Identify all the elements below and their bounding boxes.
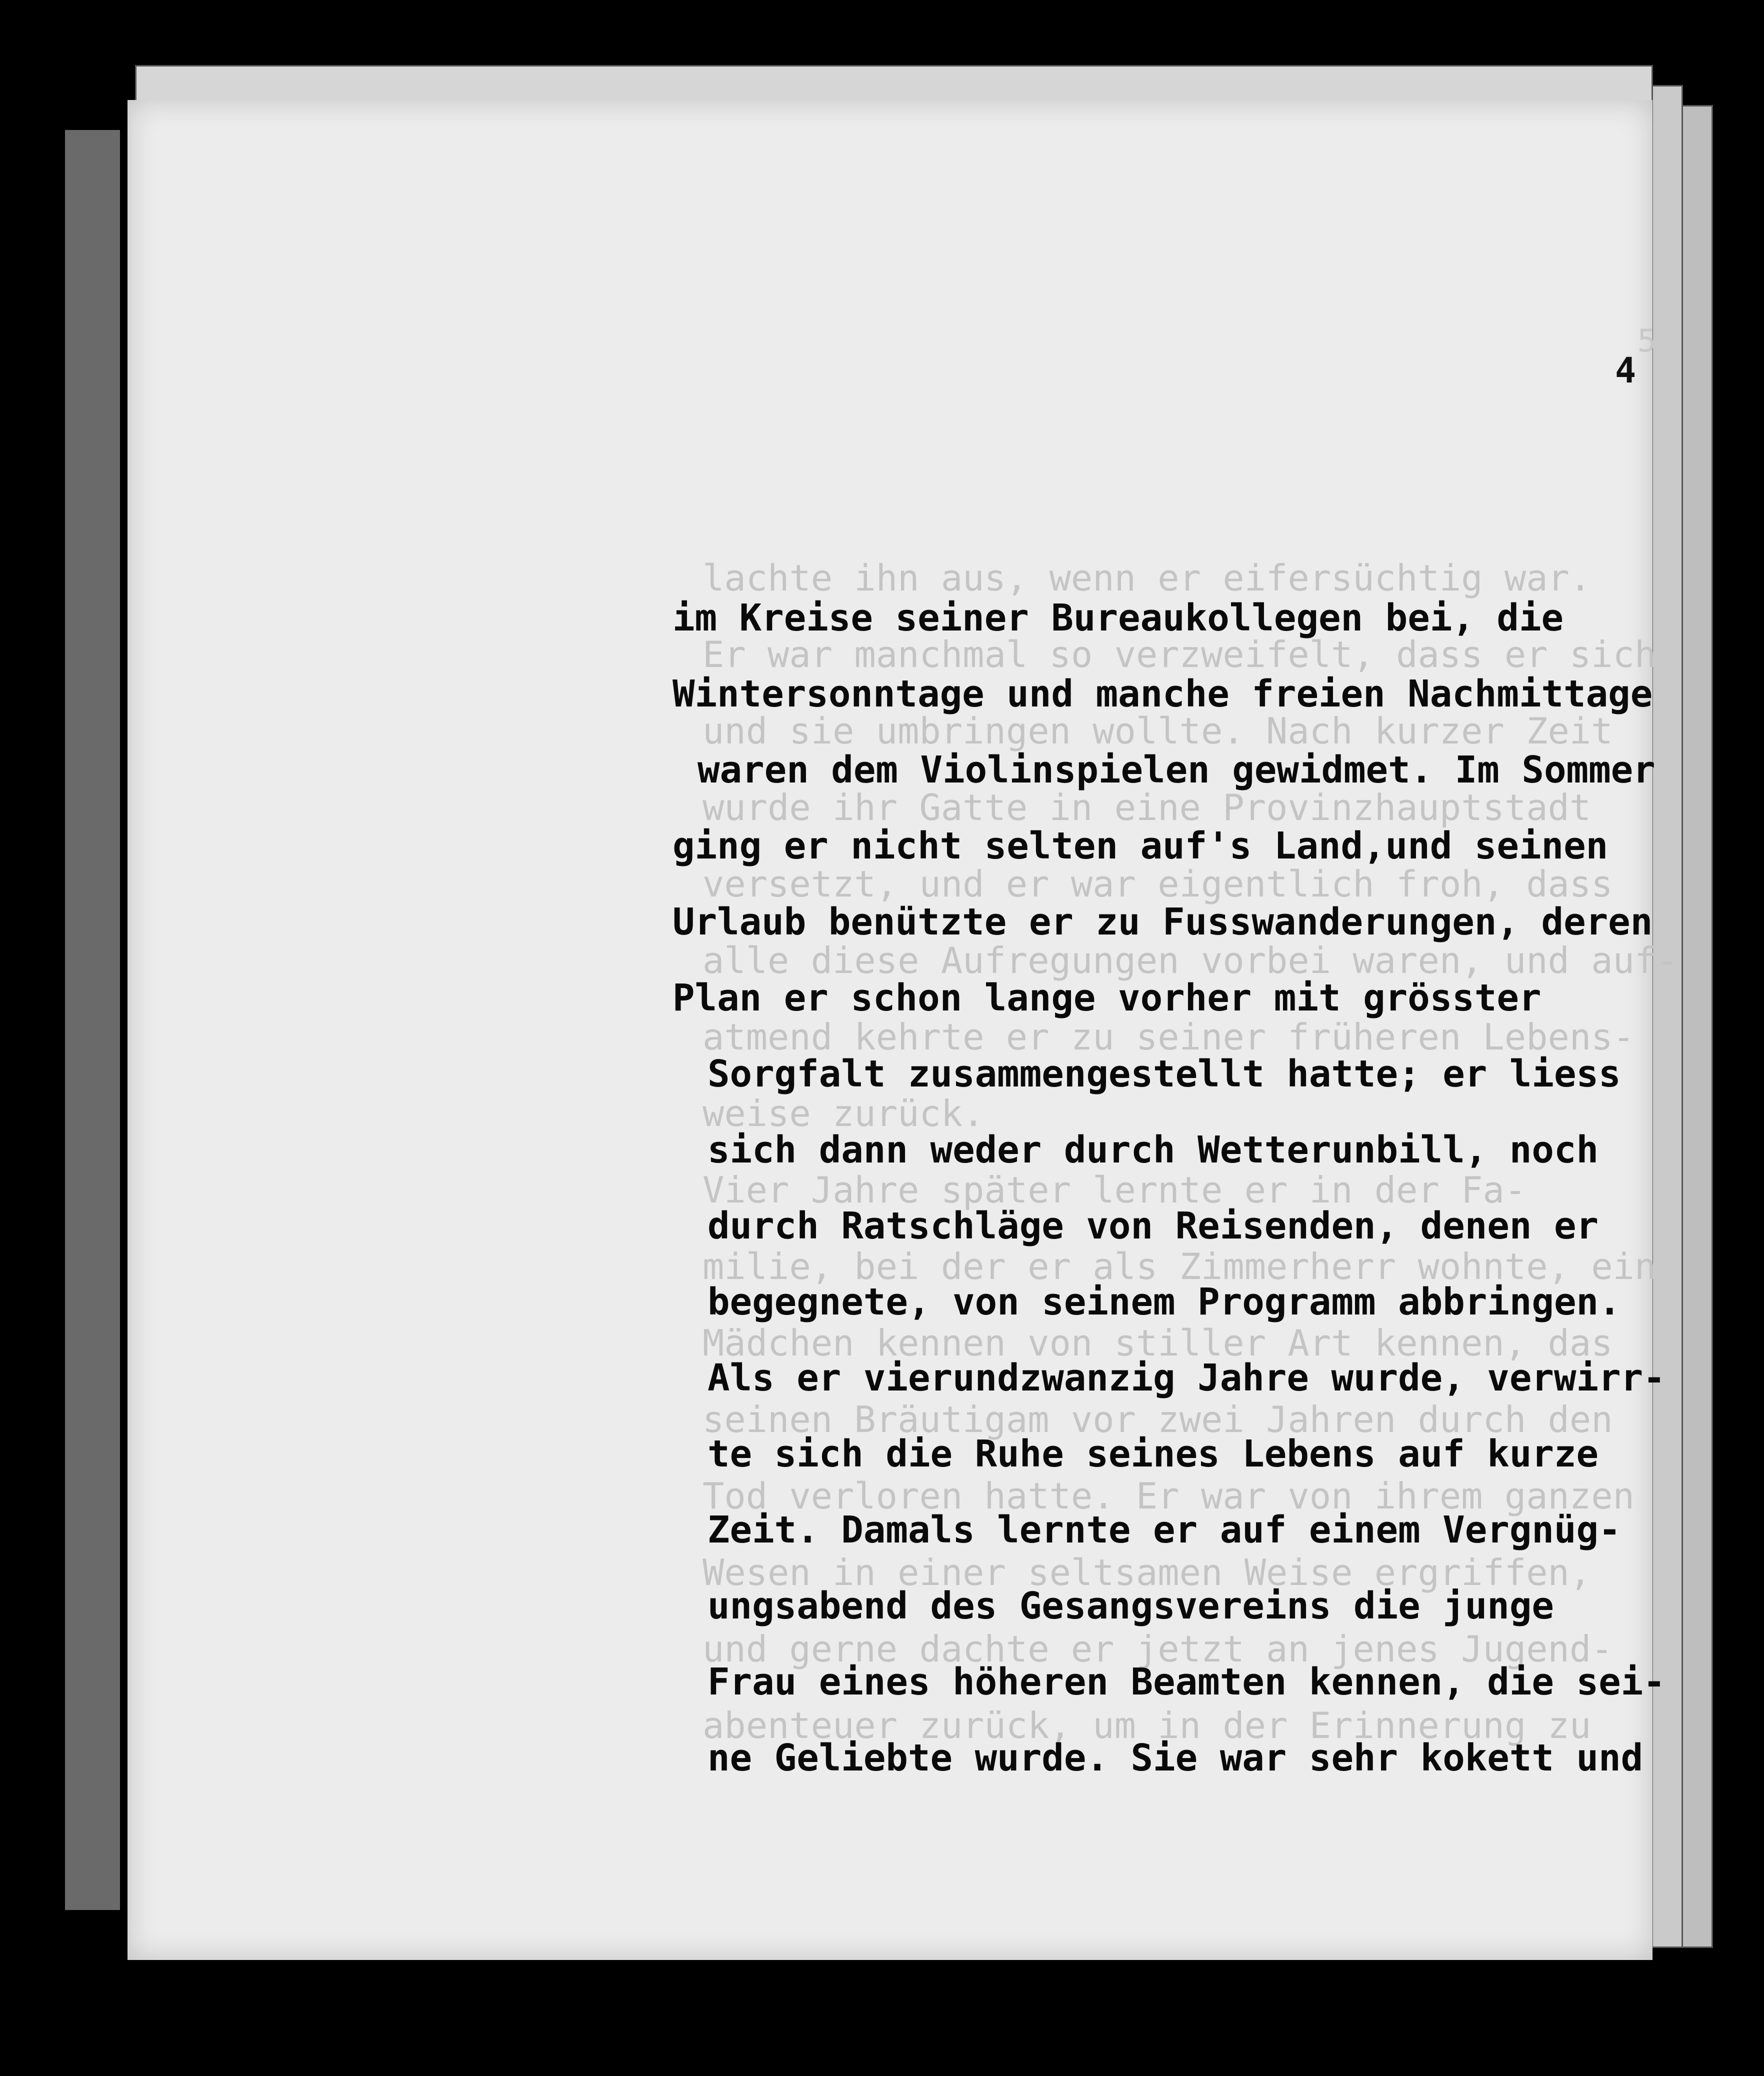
page-number-bleed-through: 5 [1638, 322, 1656, 359]
text-line: Sorgfalt zusammengestellt hatte; er liess [708, 1052, 1621, 1096]
binding-strip [65, 130, 120, 1910]
text-line: begegnete, von seinem Programm abbringen. [708, 1280, 1621, 1324]
text-line: sich dann weder durch Wetterunbill, noch [708, 1128, 1599, 1172]
typewritten-page [128, 100, 1678, 1960]
text-line: Zeit. Damals lernte er auf einem Vergnüg- [708, 1508, 1621, 1552]
text-line: ne Geliebte wurde. Sie war sehr kokett und [708, 1736, 1644, 1780]
page-number: 4 [1615, 350, 1636, 391]
text-line: Als er vierundzwanzig Jahre wurde, verwirr- [708, 1356, 1666, 1400]
bleed-through-line: abenteuer zurück, um in der Erinnerung zu [702, 1704, 1592, 1746]
bleed-through-line: Tod verloren hatte. Er war von ihrem ganzen [702, 1475, 1634, 1517]
text-line: Plan er schon lange vorher mit grösster [672, 976, 1542, 1020]
bleed-through-line: seinen Bräutigam vor zwei Jahren durch den [702, 1398, 1613, 1440]
typewritten-body [672, 580, 1722, 1796]
bleed-through-line: und sie umbringen wollte. Nach kurzer Zeit [702, 710, 1613, 752]
text-line: durch Ratschläge von Reisenden, denen er [708, 1204, 1599, 1248]
bleed-through-line: alle diese Aufregungen vorbei waren, und auf- [702, 940, 1678, 982]
text-line: Frau eines höheren Beamten kennen, die sei- [708, 1660, 1666, 1704]
bleed-through-line: und gerne dachte er jetzt an jenes Jugend- [702, 1628, 1613, 1670]
bleed-through-line: wurde ihr Gatte in eine Provinzhauptstadt [702, 786, 1592, 828]
bleed-through-line: Mädchen kennen von stiller Art kennen, das [702, 1322, 1613, 1364]
text-line: im Kreise seiner Bureaukollegen bei, die [672, 596, 1564, 640]
bleed-through-line: Vier Jahre später lernte er in der Fa- [702, 1169, 1526, 1211]
bleed-through-line: versetzt, und er war eigentlich froh, dass [702, 863, 1613, 905]
text-line: Urlaub benützte er zu Fusswanderungen, deren [672, 900, 1653, 944]
text-line: Wintersonntage und manche freien Nachmittage [672, 672, 1653, 716]
text-line: te sich die Ruhe seines Lebens auf kurze [708, 1432, 1599, 1476]
bleed-through-line: Wesen in einer seltsamen Weise ergriffen, [702, 1552, 1592, 1594]
bleed-through-line: lachte ihn aus, wenn er eifersüchtig war. [702, 557, 1592, 599]
bleed-through-line: milie, bei der er als Zimmerherr wohnte, ein [702, 1246, 1656, 1288]
text-line: waren dem Violinspielen gewidmet. Im Sommer [698, 748, 1656, 792]
bleed-through-line: atmend kehrte er zu seiner früheren Lebens- [702, 1016, 1634, 1058]
text-line: ungsabend des Gesangsvereins die junge [708, 1584, 1554, 1628]
text-line: ging er nicht selten auf's Land,und seinen [672, 824, 1608, 868]
bleed-through-line: weise zurück. [702, 1092, 984, 1134]
bleed-through-line: Er war manchmal so verzweifelt, dass er sich [702, 634, 1656, 676]
